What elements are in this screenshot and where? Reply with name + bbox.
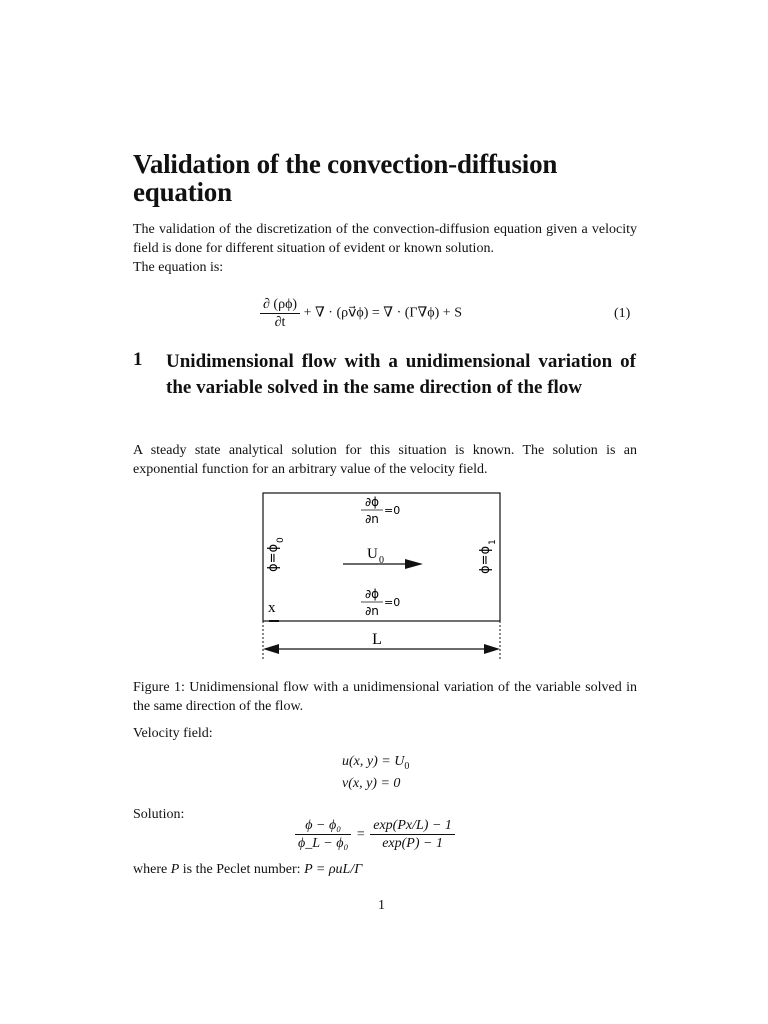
u-equation-subscript: 0 [404, 760, 410, 772]
left-bc-subscript: 0 [276, 537, 286, 543]
bc-bottom-value: =0 [384, 596, 401, 609]
v-equation: v(x, y) = 0 [342, 776, 401, 791]
solution-equals: = [356, 826, 365, 842]
solution-label: Solution: [133, 807, 185, 822]
solution-equation [295, 817, 455, 852]
velocity-subscript: 0 [379, 555, 384, 566]
u-equation [342, 754, 409, 772]
section-title: Unidimensional flow with a unidimensional variation of the variable solved in the same direction of the flow [166, 351, 636, 398]
velocity-label: U [367, 546, 378, 562]
intro-paragraph [133, 220, 637, 277]
figure-caption: Figure 1: Unidimensional flow with a unidimensional variation of the variable solved in the same direction of the flow. [133, 680, 637, 714]
eq1-denominator: ∂t [274, 315, 286, 330]
page-number: 1 [378, 898, 385, 913]
eq1-numerator: ∂ (ρϕ) [260, 296, 300, 314]
u-equation-text: u(x, y) = U [342, 754, 405, 769]
intro-line2: The equation is: [133, 260, 224, 275]
peclet-line [133, 860, 362, 879]
right-bc-label: ϕ=ϕ [478, 545, 493, 574]
left-bc-label: ϕ=ϕ [266, 543, 281, 572]
peclet-var: P [170, 862, 180, 877]
right-bc-group [478, 539, 498, 574]
section-intro: A steady state analytical solution for this situation is known. The solution is an exponential function for an arbitrary value of the velocity field. [133, 443, 637, 477]
eq1-fraction [260, 296, 300, 331]
solution-lhs-denominator: ϕ_L − ϕ₀ [298, 836, 349, 851]
bc-top-denominator: ∂n [365, 512, 379, 526]
equation-number: (1) [614, 306, 631, 321]
solution-rhs-denominator: exp(P) − 1 [382, 836, 443, 851]
equation-1 [260, 296, 462, 331]
peclet-formula: P = ρuL/Γ [304, 862, 363, 877]
bc-top-value: =0 [384, 504, 401, 517]
bc-top-numerator: ∂ϕ [364, 495, 380, 509]
length-label: L [372, 631, 382, 648]
velocity-arrow-head [405, 559, 423, 569]
left-bc-group [266, 537, 286, 572]
right-bc-subscript: 1 [488, 539, 498, 545]
solution-lhs-numerator: ϕ − ϕ₀ [295, 817, 351, 835]
bc-bottom-numerator: ∂ϕ [364, 587, 380, 601]
velocity-field-label: Velocity field: [133, 726, 213, 741]
page-title: Validation of the convection-diffusion equation [133, 149, 558, 207]
x-axis-label: x [268, 600, 276, 616]
bc-bottom-denominator: ∂n [365, 604, 379, 618]
section-number: 1 [133, 349, 143, 370]
intro-text: The validation of the discretization of the convection-diffusion equation given a velocity field is done for different situation of evident or known solution. [133, 222, 637, 256]
solution-lhs-fraction [295, 817, 351, 852]
solution-rhs-fraction [370, 817, 455, 852]
length-arrow-right-head [484, 644, 500, 654]
solution-rhs-numerator: exp(Px/L) − 1 [370, 817, 455, 835]
peclet-middle: is the Peclet number: [182, 862, 301, 877]
eq1-rest: + ∇ · (ρv⃗ϕ) = ∇ · (Γ∇ϕ) + S [303, 305, 462, 321]
peclet-prefix: where [133, 862, 168, 877]
length-arrow-left-head [263, 644, 279, 654]
flow-diagram [255, 488, 515, 668]
